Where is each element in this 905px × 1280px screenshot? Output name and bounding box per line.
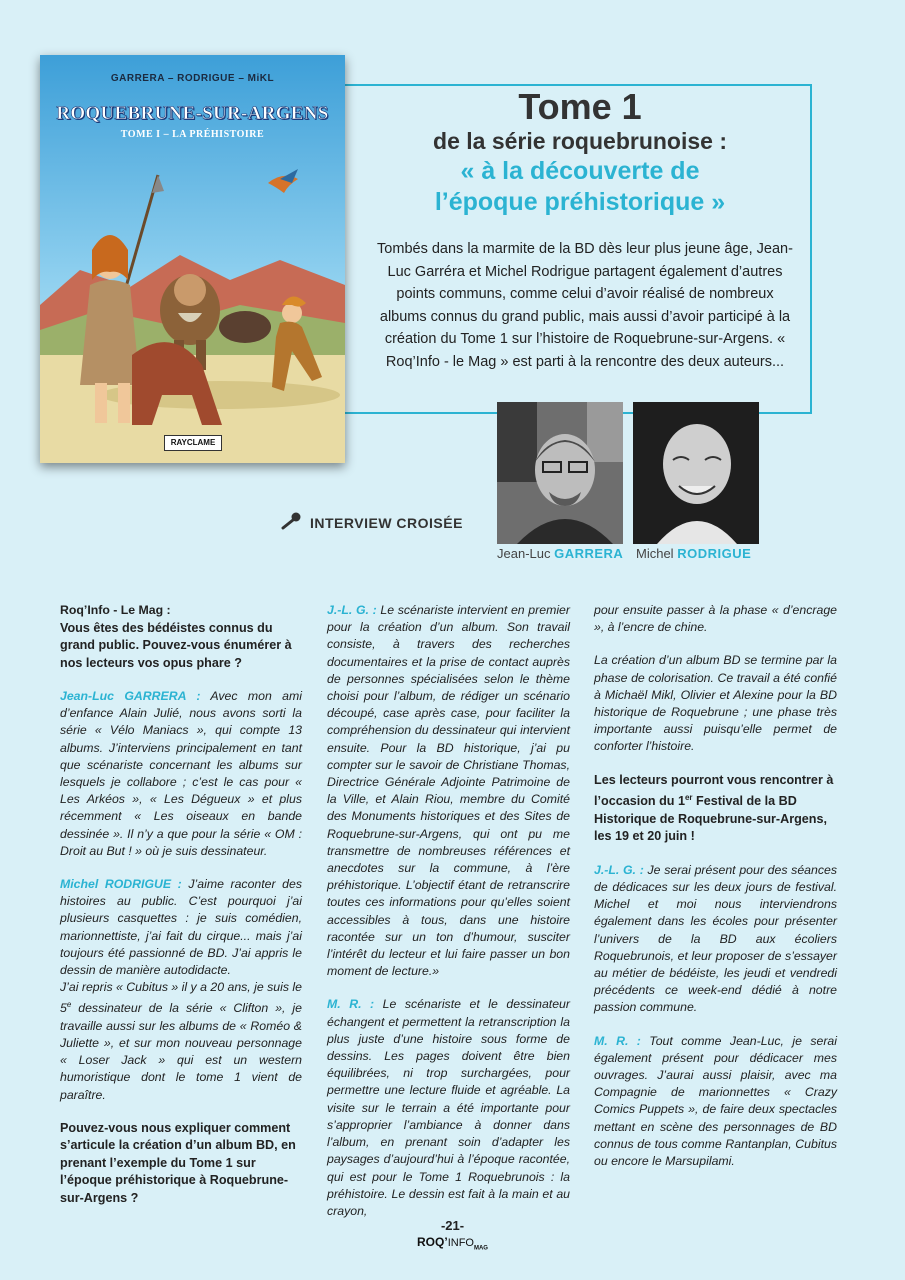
answer-continued: pour ensuite passer à la phase « d’encrage », à l’encre de chine.: [594, 603, 837, 635]
photo-garrera: [497, 402, 623, 544]
cover-title: ROQUEBRUNE-SUR-ARGENS: [56, 103, 329, 124]
speaker-mr: M. R. :: [327, 997, 375, 1012]
book-cover: [40, 55, 345, 463]
answer-colorisation: La création d’un album BD se termine par la phase de colorisation. Ce travail a été confié à Michaël Mikl, Olivier et Alexine pour la BD historique de Roquebrune ; une phase très importante aussi puisqu’elle permet de conforter l’histoire.: [594, 653, 837, 754]
answer-text: Avec mon ami d’enfance Alain Julié, nous avons sorti la série « Vélo Maniacs », qui compte 13 albums. J’interviens principalement en tant que scénariste concernant les albums sur lesquels je collabore ; c’est le cas pour « Les Arkéos », « Les Dégueux » et plus récemment « Les oiseaux en bande dessinée ». Il n’y a que pour la série « OM : Droit au But ! » où je suis dessinateur.: [60, 689, 302, 858]
photo-rodrigue: [633, 402, 759, 544]
answer-rodrigue-3: [594, 1033, 837, 1171]
headline-line2: l’époque préhistorique »: [434, 188, 726, 216]
column-3: [594, 602, 837, 1186]
speaker-jlg: J.-L. G. :: [327, 603, 377, 617]
question-2: Pouvez-vous nous expliquer comment s’articule la création d’un album BD, en prenant l’exemple du Tome 1 sur l’époque préhistorique à Roquebrune-sur-Argens ?: [60, 1120, 296, 1205]
answer-rodrigue-1b: J’ai repris « Cubitus » il y a 20 ans, je suis le 5e dessinateur de la série « Clifton », je travaille aussi sur les albums de « Roméo & Juliette », et sur mon nouveau personnage « Loser Jack » qui est un western humoristique dont le tome 1 vient de paraître.: [60, 980, 302, 1102]
answer-text: Tout comme Jean-Luc, je serai également présent pour dédicacer mes ouvrages. J’aurai aussi plaisir, avec ma Compagnie de marionnettes « Crazy Comics Puppets », de faire deux spectacles mettant en scène des personnages de BD connus de tous comme Rantanplan, Cubitus ou encore le Marsupilami.: [594, 1033, 837, 1169]
headline: [360, 88, 800, 218]
question-1-lead: Roq’Info - Le Mag :: [60, 603, 171, 617]
speaker-rodrigue: Michel RODRIGUE :: [60, 877, 182, 892]
headline-tome: Tome 1: [518, 86, 642, 127]
speaker-mr: M. R. :: [594, 1033, 641, 1048]
cover-authors: GARRERA – RODRIGUE – MiKL: [110, 73, 275, 84]
microphone-icon: [280, 512, 302, 533]
answer-rodrigue-1: [60, 876, 302, 979]
question-1: Vous êtes des bédéistes connus du grand public. Pouvez-vous énumérer à nos lecteurs vos opus phare ?: [60, 620, 292, 670]
interview-label: [280, 512, 463, 533]
speaker-jlg: J.-L. G. :: [594, 862, 644, 877]
answer-text: J’aime raconter des histoires au public. C’est pourquoi j’ai plusieurs casquettes : je suis comédien, marionnettiste, j’ai fait du cirque... mais j’ai toujours été passionné de BD. J’ai appris le dessin de manière autodidacte.: [60, 877, 302, 978]
headline-line1: « à la découverte de: [460, 157, 700, 185]
caption-garrera-last: GARRERA: [554, 546, 624, 561]
answer-text: Je serai présent pour des séances de dédicaces sur les deux jours de festival. Michel et moi nous interviendrons également dans les écoles pour présenter l’univers de la BD aux écoliers Roquebrunois, et leur proposer de s’essayer au métier de bédéiste, les jeudi et vendredi précédents ce week-end dédié à notre passion commune.: [594, 862, 837, 1015]
question-3: Les lecteurs pourront vous rencontrer à l’occasion du 1er Festival de la BD Historique de Roquebrune-sur-Argens, les 19 et 20 juin !: [594, 772, 834, 844]
answer-text: Le scénariste intervient en premier pour la création d’un album. Son travail consiste, à travers des recherches documentaires et la prise de contact auprès de personnes spécialisées selon le thème choisi pour l’album, de rédiger un scénario découpé, case après case, pour faciliter la compréhension du dessinateur qui intervient ensuite. Pour la BD historique, j’ai pu compter sur le savoir de Christiane Thomas, Directrice Générale Adjointe Patrimoine de la Ville, et Alain Riou, membre du Comité des Monuments historiques et des Sites de Roquebrune-sur-Argens, qui ont pu me transmettre de nombreuses références et anecdotes sur la commune, à l’ère préhistorique. L’objectif étant de retranscrire toutes ces informations pour qu’elles soient accessibles à tous, dans une histoire racontée sur un ton d’humour, susciter l’intérêt du lecteur et lui faire passer un bon moment de lecture.»: [327, 603, 570, 979]
caption-garrera-first: Jean-Luc: [497, 546, 555, 561]
answer-garrera-3: [594, 862, 837, 1017]
page-number: -21-: [440, 1218, 465, 1233]
caption-garrera: [497, 546, 623, 561]
answer-garrera-1: [60, 688, 302, 860]
caption-rodrigue: [636, 546, 751, 561]
cover-subtitle: TOME I – LA PRÉHISTOIRE: [120, 129, 265, 140]
interview-label-text: INTERVIEW CROISÉE: [310, 514, 463, 531]
answer-garrera-2: [327, 602, 570, 980]
headline-serie: de la série roquebrunoise :: [433, 128, 727, 154]
answer-text: Le scénariste et le dessinateur échangent et permettent la retranscription la plus juste d’une histoire sous forme de dessins. Les pages doivent être bien équilibrées, ni trop surchargées, pour permettre une lecture fluide et agréable. La visite sur le terrain a été importante pour s’approprier l’ambiance à donner dans l’album, en prenant soin d’adapter les paysages d’aujourd’hui à l’époque racontée, qui est pour le Tome 1 Roquebrunois : la préhistoire. Le dessin est fait à la main et au crayon,: [327, 997, 570, 1218]
speaker-garrera: Jean-Luc GARRERA :: [60, 689, 201, 703]
answer-rodrigue-2: [327, 996, 570, 1220]
caption-rodrigue-last: RODRIGUE: [677, 546, 752, 561]
caption-rodrigue-first: Michel: [636, 546, 678, 561]
magazine-logo: $ROQ’INFO_{MAG}$: [417, 1235, 488, 1252]
intro-paragraph: Tombés dans la marmite de la BD dès leur plus jeune âge, Jean-Luc Garréra et Michel Rodrigue partagent également d’autres points communs, comme celui d’avoir réalisé de nombreux albums connus du grand public, mais aussi d’avoir participé à la création du Tome 1 sur l’histoire de Roquebrune-sur-Argens. « Roq’Info - le Mag » est parti à la rencontre des deux auteurs...: [377, 241, 793, 370]
column-1: [60, 602, 302, 1223]
cover-publisher: RAYCLAME: [164, 435, 222, 451]
column-2: [327, 602, 570, 1236]
footer: [0, 1218, 905, 1251]
